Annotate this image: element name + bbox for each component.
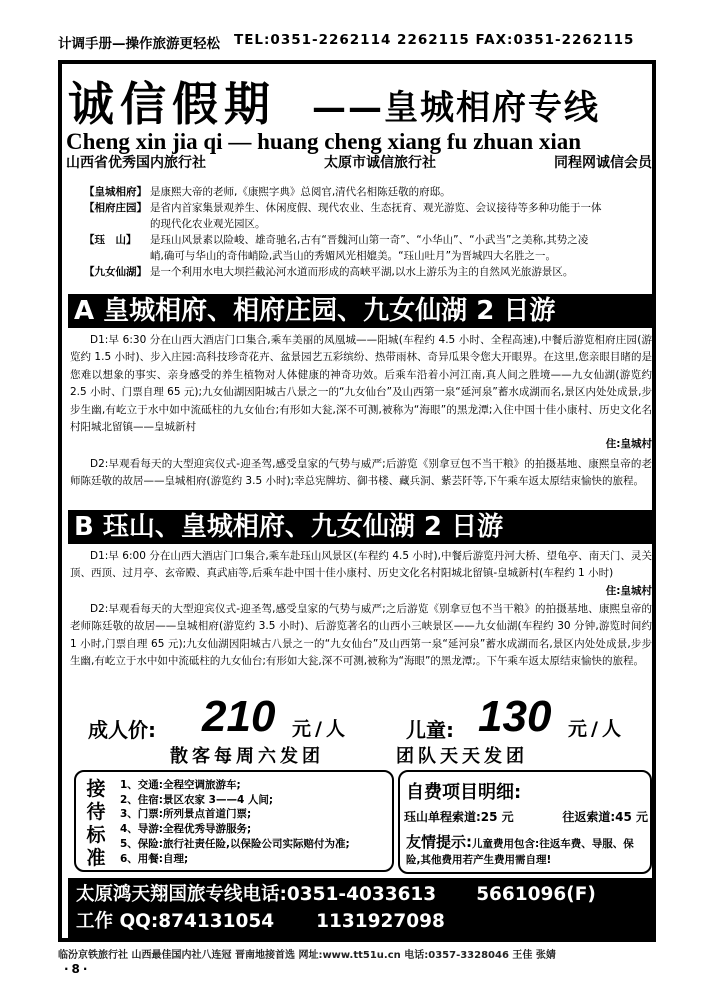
- intro-value: 是省内首家集景观养生、休闲度假、现代农业、生态抚育、观光游览、会议接待等多种功能于一体: [150, 202, 602, 214]
- adult-price-label: 成人价:: [88, 718, 156, 742]
- tip-text: 儿童费用包含:往返车费、导服、保险,其他费用若产生费用需自理!: [406, 838, 634, 866]
- intro-item: [84, 184, 640, 200]
- self-pay-item-oneway: 珏山单程索道:25 元: [404, 810, 514, 824]
- route-b-day1: [70, 548, 652, 600]
- attractions-intro: [84, 184, 640, 280]
- credential-2: 太原市诚信旅行社: [324, 155, 436, 171]
- route-a-day1: [70, 332, 652, 453]
- qq-number-1: 874131054: [158, 911, 275, 932]
- list-item: 1、交通:全程空调旅游车;: [120, 779, 241, 791]
- intro-key: 【皇城相府】: [84, 186, 147, 198]
- departure-schedule: [170, 742, 640, 768]
- route-a-day2: D2:早观看每天的大型迎宾仪式-迎圣驾,感受皇家的气势与威严;后游览《别拿豆包不当干粮》的拍摄基地、康熙皇帝的老师陈廷敬的故居——皇城相府(游览约 3.5 小时);幸总宪牌坊、御书楼、藏兵洞、紫芸阡等,下午乘车返太原结束愉快的旅程。: [70, 458, 652, 488]
- intro-value: 是康熙大帝的老师,《康熙字典》总阅官,清代名相陈廷敬的府邸。: [150, 186, 451, 198]
- child-price-value: 130: [478, 692, 552, 741]
- adult-price-unit: 元/人: [292, 718, 349, 740]
- intro-value: 是珏山风景素以险峻、雄奇驰名,古有“晋魏河山第一奇”、“小华山”、“小武当”之美称,其势之凌: [150, 234, 589, 246]
- intro-key: 【九女仙湖】: [84, 266, 147, 278]
- route-a-day1-text: D1:早 6:30 分在山西大酒店门口集合,乘车美丽的凤凰城——阳城(车程约 4.5 小时、全程高速),中餐后游览相府庄园(游览约 1.5 小时)、步入庄园:高科技珍奇花卉、盆景园艺五彩缤纷、热带雨林、奇异瓜果令您大开眼界。在这里,您亲眼目睹的是您难以想象的事实、亲身感受的养生植物对人体健康的神奇功效。后乘车沿着小河江南,真人间之胜境——九女仙湖(游览约 2.5 小时、门票自理 65 元);九女仙湖因阳城古八景之一的“九女仙台”及山西第一泉“延河泉”蓄水成湖而名,景区内处处成景,步步生幽,有屹立于水中如中流砥柱的九女仙台;有形如大瓮,深不可测,被称为“海眼”的黑龙潭;入住中国十佳小康村、历史文化名村阳城北留镇——皇城新村: [70, 334, 652, 434]
- intro-item: [84, 200, 640, 216]
- list-item: 3、门票:所列景点首道门票;: [120, 808, 252, 821]
- contact-bar: [68, 878, 654, 938]
- list-item: 5、保险:旅行社责任险,以保险公司实际赔付为准;: [120, 837, 350, 850]
- credential-1: 山西省优秀国内旅行社: [66, 155, 206, 171]
- standard-title: 接待标准: [86, 778, 106, 869]
- self-pay-items: [404, 808, 648, 825]
- route-b-banner: B 珏山、皇城相府、九女仙湖 2 日游: [68, 510, 652, 544]
- intro-item: [84, 232, 640, 248]
- self-pay-box: [398, 770, 652, 874]
- friendly-tip: [406, 834, 648, 868]
- schedule-individual: 散客每周六发团: [170, 746, 324, 767]
- child-price-unit: 元/人: [568, 718, 625, 740]
- intro-key: 【相府庄园】: [84, 202, 147, 214]
- page-number: ·8·: [64, 962, 91, 976]
- contact-phone-line: [76, 881, 646, 908]
- phone-label: 太原鸿天翔国旅专线电话:: [76, 884, 287, 905]
- intro-continuation: 的现代化农业观光园区。: [150, 218, 266, 230]
- contact-qq-line: [76, 908, 646, 935]
- list-item: 4、导游:全程优秀导游服务;: [120, 823, 252, 836]
- tip-label: 友情提示:: [406, 833, 472, 851]
- advert-frame: [58, 60, 656, 942]
- route-a-banner: A 皇城相府、相府庄园、九女仙湖 2 日游: [68, 294, 652, 328]
- header-contact: TEL:0351-2262114 2262115 FAX:0351-2262115: [234, 32, 635, 48]
- self-pay-title: 自费项目明细:: [406, 782, 522, 803]
- phone-number: 0351-4033613: [286, 884, 437, 905]
- list-item: 2、住宿:景区农家 3——4 人间;: [120, 793, 274, 806]
- standard-list: [120, 778, 350, 866]
- agency-credentials: [66, 154, 652, 172]
- brand-subtitle: ——皇城相府专线: [312, 88, 600, 128]
- route-b-stay: 住:皇城村: [605, 584, 652, 597]
- child-price-label: 儿童:: [406, 718, 454, 742]
- intro-key: 【珏 山】: [84, 234, 137, 246]
- intro-item: [84, 264, 640, 280]
- brand-title: 诚信假期: [68, 77, 276, 131]
- page-footer: 临汾京铁旅行社 山西最佳国内社八连冠 晋南地接首选 网址:www.tt51u.cn 电话:0357-3328046 王佳 张婧: [58, 950, 556, 961]
- price-block: [74, 692, 652, 742]
- brand-pinyin: Cheng xin jia qi — huang cheng xiang fu zhuan xian: [66, 129, 582, 154]
- service-standard-box: [74, 770, 394, 872]
- route-b-day2: D2:早观看每天的大型迎宾仪式-迎圣驾,感受皇家的气势与威严;之后游览《别拿豆包不当干粮》的拍摄基地、康熙皇帝的老师陈廷敬的故居——皇城相府(游览约 3.5 小时)、后游览著名的山西小三峡景区——九女仙湖(车程约 30 分钟,游览时间约 1 小时,门票自理 65 元);九女仙湖因阳城古八景之一的“九女仙台”及山西第一泉“延河泉”蓄水成湖而名,景区内处处成景,步步生幽,有屹立于水中如中流砥柱的九女仙台;有形如大瓮,深不可测,被称为“海眼”的黑龙潭;。下午乘车返太原结束愉快的旅程。: [70, 603, 652, 668]
- adult-price-value: 210: [202, 692, 276, 741]
- page-header: [58, 32, 656, 52]
- intro-value: 是一个利用水电大坝拦截沁河水道而形成的高峡平湖,以水上游乐为主的自然风光旅游景区。: [150, 266, 574, 278]
- qq-label: 工作 QQ:: [76, 911, 159, 932]
- route-a-stay: 住:皇城村: [605, 438, 652, 451]
- schedule-group: 团队天天发团: [396, 746, 528, 767]
- qq-number-2: 1131927098: [316, 911, 445, 932]
- list-item: 6、用餐:自理;: [120, 852, 189, 865]
- route-b-day1-text: D1:早 6:00 分在山西大酒店门口集合,乘车赴珏山风景区(车程约 4.5 小时),中餐后游览丹河大桥、望龟亭、南天门、灵关顶、西顶、过月亭、玄帝殿、真武庙等,后乘车赴中国十佳小康村、历史文化名村阳城北留镇-皇城新村(车程约 1 小时): [70, 550, 652, 580]
- self-pay-item-return: 往返索道:45 元: [562, 810, 648, 824]
- fax-number: 5661096(F): [476, 884, 596, 905]
- credential-3: 同程网诚信会员: [554, 155, 652, 171]
- header-slogan: 计调手册—操作旅游更轻松: [58, 36, 220, 52]
- intro-continuation: 峭,确可与华山的奇伟峭险,武当山的秀媚风光相媲美。“珏山吐月”为晋城四大名胜之一。: [150, 250, 557, 262]
